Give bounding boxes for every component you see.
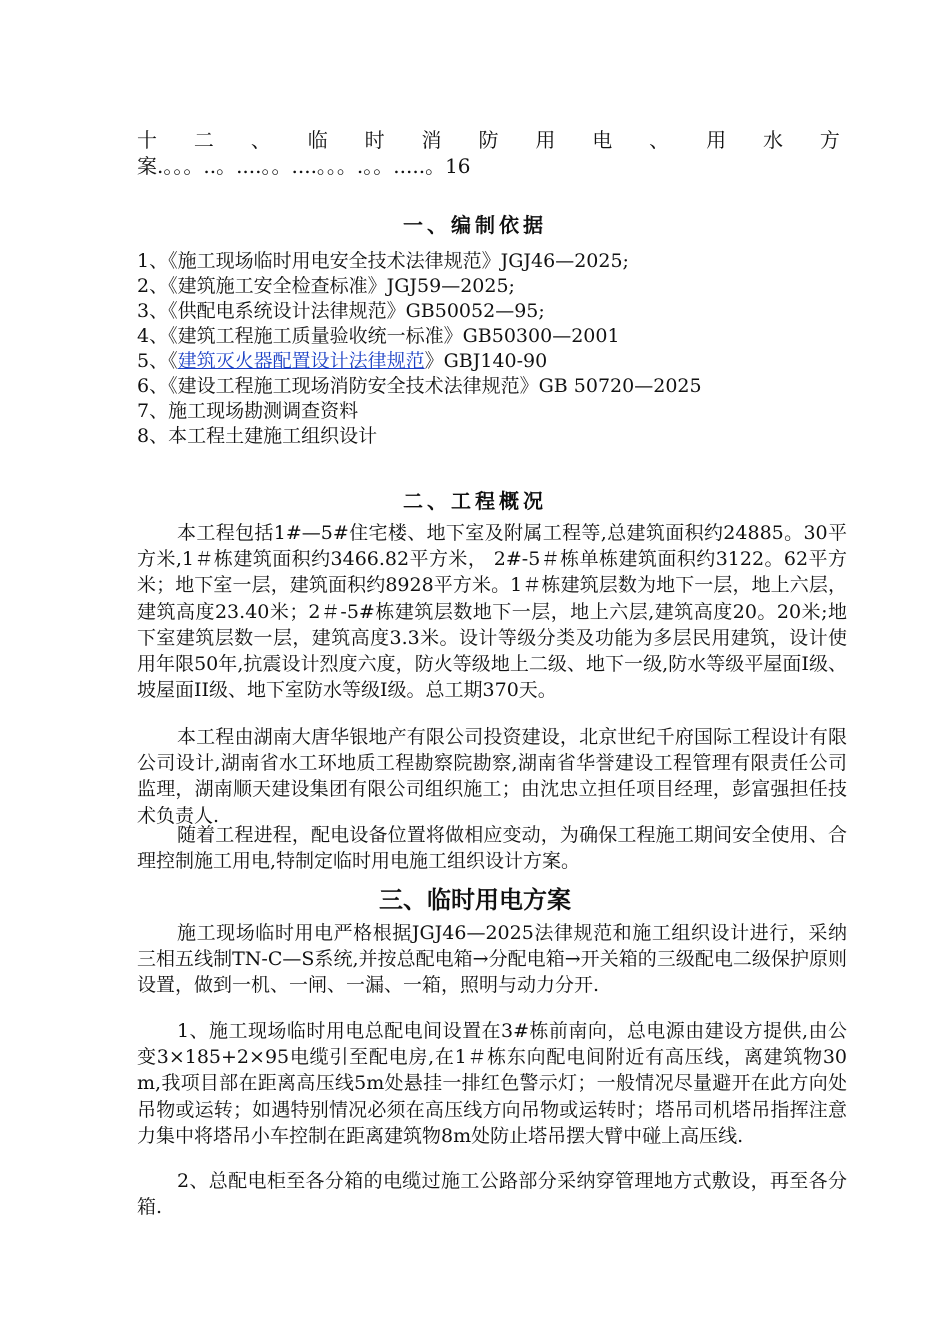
toc-char: 用 bbox=[706, 128, 727, 152]
section-1-title: 一、编制依据 bbox=[403, 213, 547, 237]
list-item: 2、《建筑施工安全检查标准》JGJ59—2025; bbox=[137, 275, 515, 297]
list-item: 3、《供配电系统设计法律规范》GB50052—95; bbox=[137, 300, 545, 322]
toc-char: 用 bbox=[535, 128, 556, 152]
toc-char: 、 bbox=[649, 128, 670, 152]
section-2-title: 二、工程概况 bbox=[403, 489, 547, 513]
list-item: 1、《施工现场临时用电安全技术法律规范》JGJ46—2025; bbox=[137, 250, 629, 272]
toc-char: 电 bbox=[592, 128, 613, 152]
section-3-title: 三、临时用电方案 bbox=[379, 886, 571, 914]
reference-list bbox=[137, 249, 857, 449]
toc-char: 、 bbox=[250, 128, 271, 152]
toc-char: 消 bbox=[421, 128, 442, 152]
list-item: 6、《建设工程施工现场消防安全技术法律规范》GB 50720—2025 bbox=[137, 375, 702, 397]
list-item: 7、施工现场勘测调查资料 bbox=[137, 400, 359, 422]
list-item: 5、《建筑灭火器配置设计法律规范》GBJ140-90 bbox=[137, 350, 548, 372]
purpose-paragraph: 随着工程进程，配电设备位置将做相应变动，为确保工程施工期间安全使用、合理控制施工用电,特制定临时用电施工组织设计方案。 bbox=[137, 824, 847, 873]
toc-char: 临 bbox=[307, 128, 328, 152]
list-item: 8、本工程土建施工组织设计 bbox=[137, 425, 378, 447]
toc-char: 水 bbox=[762, 128, 783, 152]
toc-char: 十 bbox=[137, 128, 157, 152]
power-plan-paragraph: 施工现场临时用电严格根据JGJ46—2025法律规范和施工组织设计进行，采纳三相五线制TN-C—S系统,并按总配电箱→分配电箱→开关箱的三级配电二级保护原则设置，做到一机、一闸、一漏、一箱，照明与动力分开. bbox=[137, 922, 847, 997]
standard-link[interactable]: 建筑灭火器配置设计法律规范 bbox=[177, 350, 425, 372]
toc-line-2[interactable]: 案.。。。..。....。。....。。。.。。.....。16 bbox=[137, 154, 471, 178]
project-overview-paragraph: 本工程包括1#—5#住宅楼、地下室及附属工程等,总建筑面积约24885。30平方米,1＃栋建筑面积约3466.82平方米， 2#-5＃栋单栋建筑面积约3122。62平方米；地下室一层，建筑面积约8928平方米。1＃栋建筑层数为地下一层，地上六层，建筑高度23.40米；2＃-5#栋建筑层数地下一层，地上六层,建筑高度20。20米;地下室建筑层数一层，建筑高度3.3米。设计等级分类及功能为多层民用建筑，设计使用年限50年,抗震设计烈度六度，防火等级地上二级、地下一级,防水等级平屋面Ⅰ级、坡屋面ⅠⅠ级、地下室防水等级Ⅰ级。总工期370天。 bbox=[137, 522, 847, 702]
list-item: 4、《建筑工程施工质量验收统一标准》GB50300—2001 bbox=[137, 325, 620, 347]
toc-char: 防 bbox=[478, 128, 499, 152]
toc-char: 二 bbox=[193, 128, 214, 152]
toc-char: 时 bbox=[364, 128, 385, 152]
power-room-paragraph: 1、施工现场临时用电总配电间设置在3#栋前南向，总电源由建设方提供,由公变3×185+2×95电缆引至配电房,在1＃栋东向配电间附近有高压线，离建筑物30m,我项目部在距离高压线5m处悬挂一排红色警示灯；一般情况尽量避开在此方向处吊物或运转；如遇特别情况必须在高压线方向吊物或运转时；塔吊司机塔吊指挥注意力集中将塔吊小车控制在距离建筑物8m处防止塔吊摆大臂中碰上高压线. bbox=[137, 1020, 847, 1147]
cable-routing-paragraph: 2、总配电柜至各分箱的电缆过施工公路部分采纳穿管理地方式敷设，再至各分箱. bbox=[137, 1170, 847, 1219]
toc-line-1 bbox=[137, 124, 840, 153]
project-parties-paragraph: 本工程由湖南大唐华银地产有限公司投资建设，北京世纪千府国际工程设计有限公司设计,湖南省水工环地质工程勘察院勘察,湖南省华誉建设工程管理有限责任公司监理，湖南顺天建设集团有限公司组织施工；由沈忠立担任项目经理，彭富强担任技术负责人. bbox=[137, 726, 847, 827]
toc-char: 方 bbox=[819, 128, 840, 152]
